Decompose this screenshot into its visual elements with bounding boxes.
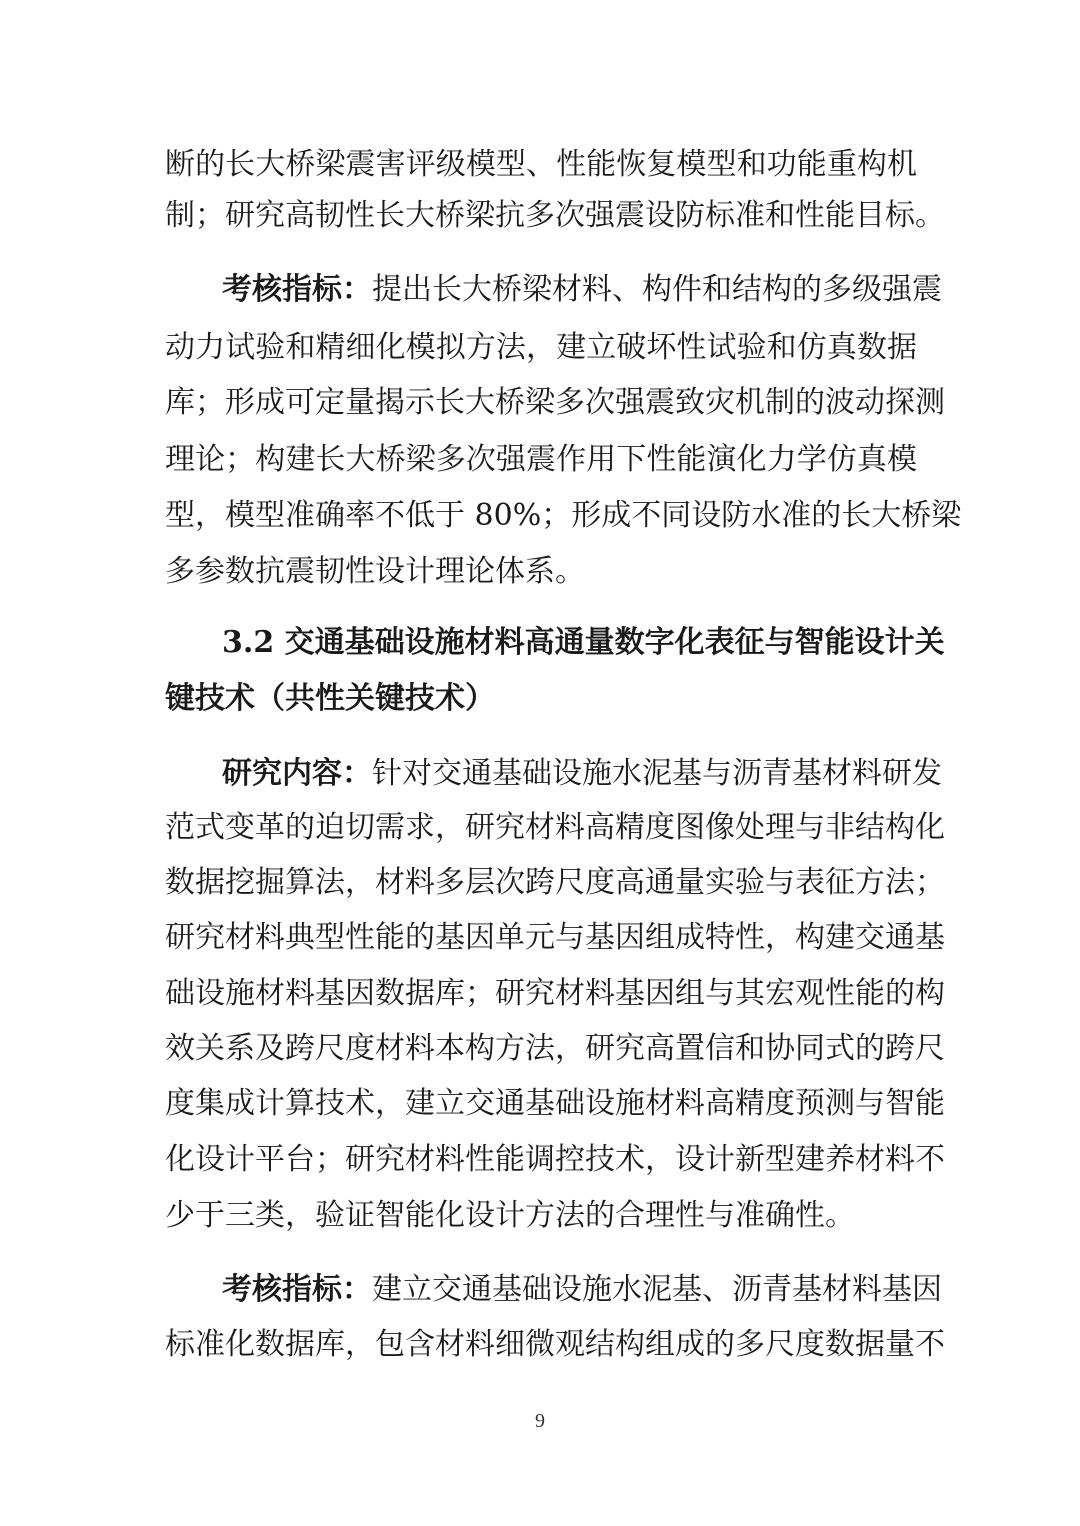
paragraph-2-line-1: [222, 270, 942, 310]
paragraph-4-line-1: [222, 1270, 942, 1310]
paragraph-3-line-9: 少于三类，验证智能化设计方法的合理性与准确性。: [165, 1198, 855, 1233]
paragraph-3-line-8: 化设计平台；研究材料性能调控技术，设计新型建养材料不: [165, 1142, 945, 1177]
paragraph-3-line-7: 度集成计算技术，建立交通基础设施材料高精度预测与智能: [165, 1086, 945, 1121]
page-number: 9: [535, 1410, 545, 1432]
paragraph-3-first-text: 针对交通基础设施水泥基与沥青基材料研发: [372, 756, 942, 791]
research-content-label: 研究内容：: [222, 756, 372, 791]
paragraph-2-line-2: 动力试验和精细化模拟方法，建立破坏性试验和仿真数据: [165, 330, 917, 365]
paragraph-3-line-1: [222, 754, 942, 794]
paragraph-2-line-5: 型，模型准确率不低于 80%；形成不同设防水准的长大桥梁: [165, 498, 962, 533]
assessment-label-2: 考核指标：: [222, 1272, 372, 1307]
paragraph-2-line-4: 理论；构建长大桥梁多次强震作用下性能演化力学仿真模: [165, 442, 917, 477]
paragraph-4-line-2: 标准化数据库，包含材料细微观结构组成的多尺度数据量不: [165, 1327, 945, 1362]
paragraph-3-line-4: 研究材料典型性能的基因单元与基因组成特性，构建交通基: [165, 920, 945, 955]
paragraph-3-line-2: 范式变革的迫切需求，研究材料高精度图像处理与非结构化: [165, 810, 945, 845]
paragraph-3-line-3: 数据挖掘算法，材料多层次跨尺度高通量实验与表征方法；: [165, 865, 945, 900]
assessment-label: 考核指标：: [222, 272, 372, 307]
paragraph-2-first-text: 提出长大桥梁材料、构件和结构的多级强震: [372, 272, 942, 307]
section-heading-line-1: 3.2 交通基础设施材料高通量数字化表征与智能设计关: [222, 625, 945, 660]
paragraph-2-line-3: 库；形成可定量揭示长大桥梁多次强震致灾机制的波动探测: [165, 385, 945, 420]
section-heading-line-2: 键技术（共性关键技术）: [165, 681, 495, 716]
paragraph-3-line-5: 础设施材料基因数据库；研究材料基因组与其宏观性能的构: [165, 976, 945, 1011]
paragraph-1-line-1: 断的长大桥梁震害评级模型、性能恢复模型和功能重构机: [165, 147, 917, 182]
paragraph-2-line-6: 多参数抗震韧性设计理论体系。: [165, 554, 585, 589]
paragraph-3-line-6: 效关系及跨尺度材料本构方法，研究高置信和协同式的跨尺: [165, 1031, 945, 1066]
paragraph-1-line-2: 制；研究高韧性长大桥梁抗多次强震设防标准和性能目标。: [165, 198, 945, 233]
paragraph-4-first-text: 建立交通基础设施水泥基、沥青基材料基因: [372, 1272, 942, 1307]
